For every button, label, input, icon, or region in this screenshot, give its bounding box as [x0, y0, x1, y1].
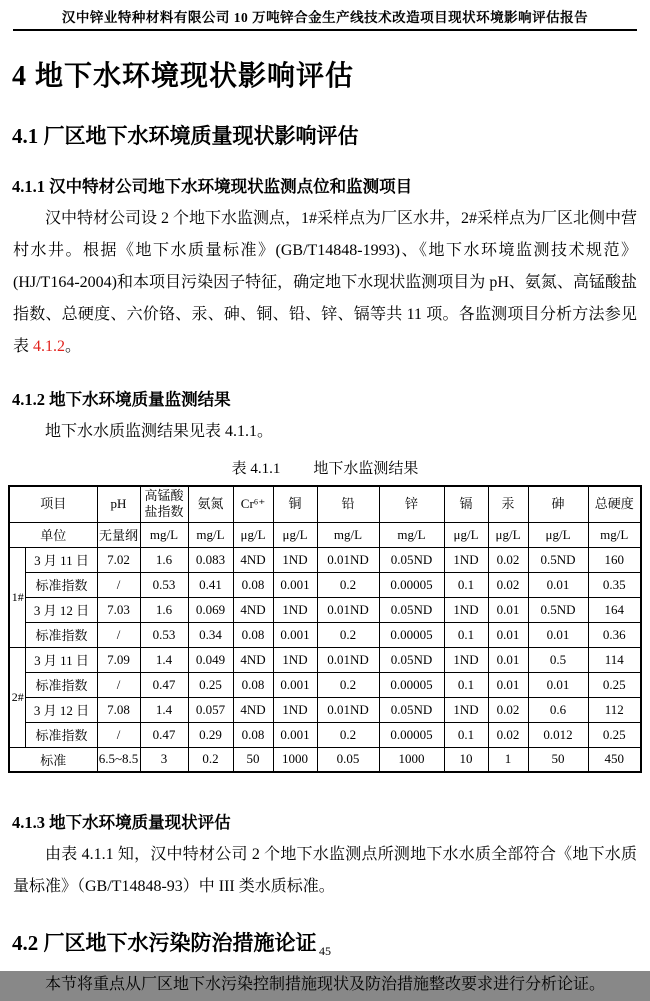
- value-cell: 0.01: [488, 647, 528, 672]
- unit-cell: μg/L: [488, 522, 528, 547]
- value-cell: 0.1: [444, 672, 488, 697]
- value-cell: 0.5: [528, 647, 588, 672]
- value-cell: 0.02: [488, 697, 528, 722]
- value-cell: 50: [233, 747, 273, 772]
- column-header: 锌: [379, 486, 444, 522]
- value-cell: 0.01: [528, 622, 588, 647]
- unit-cell: μg/L: [528, 522, 588, 547]
- value-cell: 50: [528, 747, 588, 772]
- value-cell: 0.001: [273, 622, 317, 647]
- value-cell: 0.001: [273, 572, 317, 597]
- value-cell: 0.01ND: [317, 647, 379, 672]
- value-cell: 0.01ND: [317, 697, 379, 722]
- unit-cell: mg/L: [317, 522, 379, 547]
- table-row: [9, 647, 641, 672]
- value-cell: 0.083: [188, 547, 233, 572]
- value-cell: 1ND: [273, 597, 317, 622]
- chapter-title: 4 地下水环境现状影响评估: [12, 61, 355, 92]
- row-label-cell: 3 月 12 日: [26, 597, 97, 622]
- unit-cell: mg/L: [188, 522, 233, 547]
- value-cell: 0.057: [188, 697, 233, 722]
- paragraph-4-1-1: [13, 203, 637, 363]
- value-cell: 0.5ND: [528, 547, 588, 572]
- value-cell: 0.00005: [379, 622, 444, 647]
- paragraph-4-1-1-period: 。: [65, 338, 82, 355]
- value-cell: 0.001: [273, 672, 317, 697]
- value-cell: 0.05ND: [379, 597, 444, 622]
- value-cell: 1: [488, 747, 528, 772]
- value-cell: 1.6: [140, 547, 188, 572]
- row-label-cell: 标准指数: [26, 622, 97, 647]
- section-title-4-1: 4.1 厂区地下水环境质量现状影响评估: [12, 124, 359, 148]
- column-header: Cr⁶⁺: [233, 486, 273, 522]
- value-cell: /: [97, 572, 140, 597]
- value-cell: 0.53: [140, 622, 188, 647]
- column-header: 汞: [488, 486, 528, 522]
- value-cell: 1ND: [444, 547, 488, 572]
- table-row: [9, 672, 641, 697]
- monitoring-table: [8, 485, 642, 773]
- value-cell: 0.08: [233, 672, 273, 697]
- value-cell: 164: [588, 597, 641, 622]
- page-number: 45: [319, 944, 331, 958]
- running-header: 汉中锌业特种材料有限公司 10 万吨锌合金生产线技术改造项目现状环境影响评估报告: [61, 10, 589, 25]
- monitoring-table-body: [9, 486, 641, 772]
- value-cell: 0.08: [233, 622, 273, 647]
- value-cell: 1ND: [444, 647, 488, 672]
- header-divider: [13, 29, 637, 31]
- value-cell: 1ND: [273, 547, 317, 572]
- unit-cell: μg/L: [233, 522, 273, 547]
- value-cell: 0.05ND: [379, 547, 444, 572]
- table-caption: [0, 457, 650, 478]
- value-cell: 1.4: [140, 647, 188, 672]
- value-cell: 0.53: [140, 572, 188, 597]
- value-cell: 0.02: [488, 572, 528, 597]
- table-row: [9, 547, 641, 572]
- value-cell: 0.47: [140, 672, 188, 697]
- value-cell: 0.47: [140, 722, 188, 747]
- subsection-title-4-1-3: 4.1.3 地下水环境质量现状评估: [12, 813, 231, 832]
- column-header: 氨氮: [188, 486, 233, 522]
- value-cell: 0.01ND: [317, 597, 379, 622]
- value-cell: /: [97, 672, 140, 697]
- value-cell: /: [97, 622, 140, 647]
- column-header: 项目: [9, 486, 97, 522]
- unit-cell: mg/L: [588, 522, 641, 547]
- value-cell: 0.01ND: [317, 547, 379, 572]
- value-cell: 0.41: [188, 572, 233, 597]
- paragraph-4-1-3: 由表 4.1.1 知，汉中特材公司 2 个地下水监测点所测地下水水质全部符合《地下水质量标准》（GB/T14848-93）中 III 类水质标准。: [13, 846, 637, 895]
- subsection-title-4-1-1: 4.1.1 汉中特材公司地下水环境现状监测点位和监测项目: [12, 177, 413, 196]
- row-label-cell: 标准指数: [26, 722, 97, 747]
- row-label-cell: 标准指数: [26, 672, 97, 697]
- value-cell: 0.25: [588, 722, 641, 747]
- value-cell: 0.01: [488, 672, 528, 697]
- value-cell: 0.012: [528, 722, 588, 747]
- value-cell: 7.02: [97, 547, 140, 572]
- unit-cell: μg/L: [273, 522, 317, 547]
- value-cell: 0.36: [588, 622, 641, 647]
- value-cell: 0.05ND: [379, 697, 444, 722]
- value-cell: 0.08: [233, 572, 273, 597]
- paragraph-4-2: 本节将重点从厂区地下水污染控制措施现状及防治措施整改要求进行分析论证。: [45, 976, 606, 993]
- table-caption-title: 地下水监测结果: [313, 461, 419, 477]
- unit-cell: mg/L: [379, 522, 444, 547]
- value-cell: 1.4: [140, 697, 188, 722]
- table-row: [9, 622, 641, 647]
- value-cell: 114: [588, 647, 641, 672]
- value-cell: 0.29: [188, 722, 233, 747]
- value-cell: 0.05: [317, 747, 379, 772]
- column-header: 高锰酸盐指数: [140, 486, 188, 522]
- row-label-cell: 3 月 11 日: [26, 547, 97, 572]
- value-cell: 4ND: [233, 697, 273, 722]
- value-cell: 160: [588, 547, 641, 572]
- value-cell: 7.09: [97, 647, 140, 672]
- site-cell: 2#: [9, 647, 26, 747]
- value-cell: 1ND: [273, 697, 317, 722]
- column-header: 砷: [528, 486, 588, 522]
- value-cell: 3: [140, 747, 188, 772]
- value-cell: 0.01: [488, 622, 528, 647]
- value-cell: 0.2: [317, 672, 379, 697]
- column-header: 镉: [444, 486, 488, 522]
- value-cell: 0.2: [188, 747, 233, 772]
- table-row: [9, 747, 641, 772]
- value-cell: 1ND: [444, 597, 488, 622]
- value-cell: 0.6: [528, 697, 588, 722]
- value-cell: 0.001: [273, 722, 317, 747]
- value-cell: 0.5ND: [528, 597, 588, 622]
- value-cell: 7.03: [97, 597, 140, 622]
- value-cell: 0.05ND: [379, 647, 444, 672]
- value-cell: /: [97, 722, 140, 747]
- value-cell: 0.35: [588, 572, 641, 597]
- value-cell: 0.049: [188, 647, 233, 672]
- table-cross-reference: 4.1.2: [33, 338, 66, 355]
- value-cell: 10: [444, 747, 488, 772]
- value-cell: 7.08: [97, 697, 140, 722]
- value-cell: 0.01: [488, 597, 528, 622]
- value-cell: 450: [588, 747, 641, 772]
- subsection-title-4-1-2: 4.1.2 地下水环境质量监测结果: [12, 390, 231, 409]
- row-label-cell: 3 月 11 日: [26, 647, 97, 672]
- value-cell: 0.02: [488, 722, 528, 747]
- value-cell: 0.34: [188, 622, 233, 647]
- value-cell: 4ND: [233, 597, 273, 622]
- value-cell: 0.1: [444, 722, 488, 747]
- value-cell: 0.2: [317, 722, 379, 747]
- unit-cell: μg/L: [444, 522, 488, 547]
- table-row: [9, 572, 641, 597]
- row-label-cell: 标准: [9, 747, 97, 772]
- row-label-cell: 3 月 12 日: [26, 697, 97, 722]
- table-row: [9, 722, 641, 747]
- value-cell: 1ND: [273, 647, 317, 672]
- value-cell: 0.2: [317, 622, 379, 647]
- value-cell: 4ND: [233, 647, 273, 672]
- value-cell: 0.2: [317, 572, 379, 597]
- value-cell: 0.02: [488, 547, 528, 572]
- column-header: 铅: [317, 486, 379, 522]
- value-cell: 0.00005: [379, 722, 444, 747]
- value-cell: 1ND: [444, 697, 488, 722]
- value-cell: 1.6: [140, 597, 188, 622]
- value-cell: 0.00005: [379, 572, 444, 597]
- paragraph-4-1-2: 地下水水质监测结果见表 4.1.1。: [45, 423, 274, 440]
- table-row: [9, 597, 641, 622]
- table-row: [9, 697, 641, 722]
- value-cell: 6.5~8.5: [97, 747, 140, 772]
- value-cell: 1000: [273, 747, 317, 772]
- unit-cell: mg/L: [140, 522, 188, 547]
- value-cell: 4ND: [233, 547, 273, 572]
- site-cell: 1#: [9, 547, 26, 647]
- value-cell: 0.25: [188, 672, 233, 697]
- section-title-4-2: 4.2 厂区地下水污染防治措施论证: [12, 931, 317, 955]
- value-cell: 0.01: [528, 572, 588, 597]
- value-cell: 0.069: [188, 597, 233, 622]
- value-cell: 0.08: [233, 722, 273, 747]
- paragraph-4-1-1-text: 汉中特材公司设 2 个地下水监测点，1#采样点为厂区水井，2#采样点为厂区北侧中营村水井。根据《地下水质量标准》(GB/T14848-1993)、《地下水环境监测技术规范》(HJ/T164-2004)和本项目污染因子特征，确定地下水现状监测项目为 pH、氨氮、高锰酸盐指数、总硬度、六价铬、汞、砷、铜、铅、锌、镉等共 11 项。各监测项目分析方法参见表: [13, 210, 638, 355]
- value-cell: 0.1: [444, 622, 488, 647]
- table-caption-label: 表 4.1.1: [231, 461, 281, 477]
- value-cell: 0.01: [528, 672, 588, 697]
- column-header: 铜: [273, 486, 317, 522]
- value-cell: 112: [588, 697, 641, 722]
- value-cell: 0.1: [444, 572, 488, 597]
- value-cell: 1000: [379, 747, 444, 772]
- value-cell: 0.25: [588, 672, 641, 697]
- unit-cell: 无量纲: [97, 522, 140, 547]
- column-header: pH: [97, 486, 140, 522]
- row-label-cell: 标准指数: [26, 572, 97, 597]
- value-cell: 0.00005: [379, 672, 444, 697]
- unit-header: 单位: [9, 522, 97, 547]
- column-header: 总硬度: [588, 486, 641, 522]
